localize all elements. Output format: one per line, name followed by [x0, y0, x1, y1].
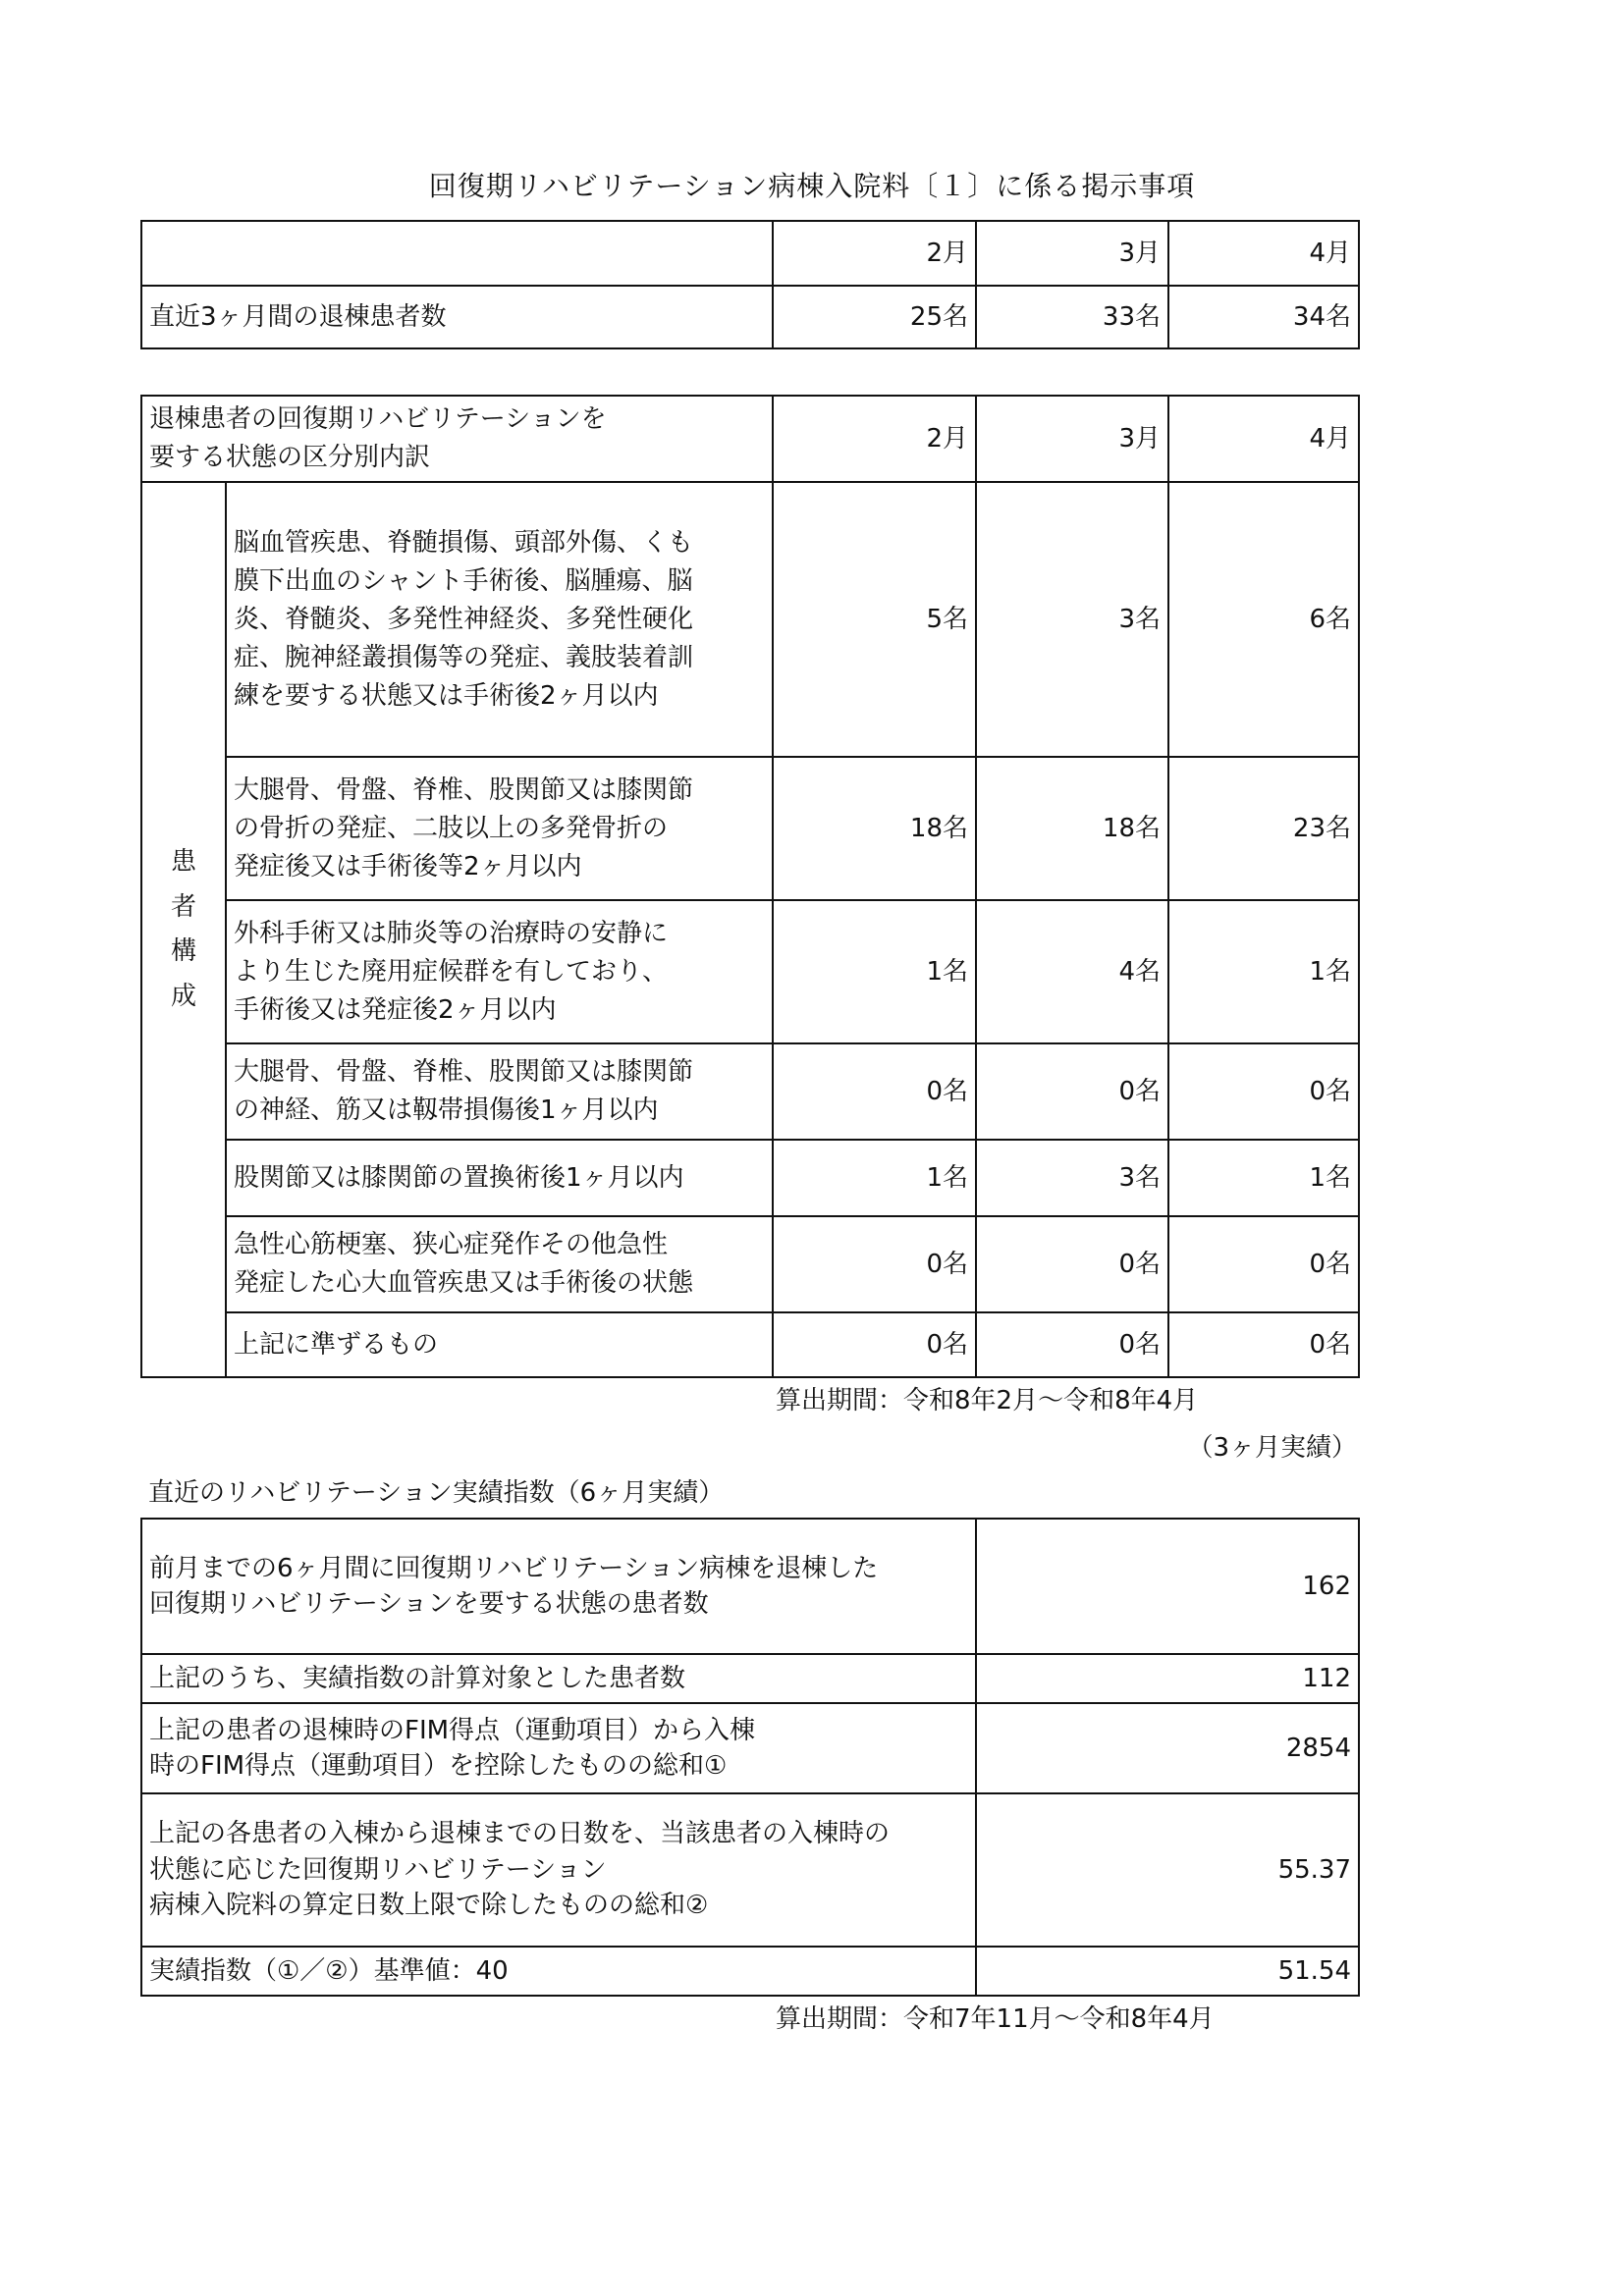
- index-period: 算出期間：令和7年11月～令和8年4月: [776, 2004, 1215, 2034]
- vertical-group-label: 患者構成: [170, 847, 196, 1011]
- index-value: 112: [976, 1654, 1359, 1703]
- month-header-row: [141, 221, 1359, 286]
- month-header: 2月: [773, 221, 976, 286]
- month-header: 4月: [1168, 396, 1359, 482]
- count-cell: 0名: [773, 1216, 976, 1312]
- count-cell: 3名: [976, 1140, 1168, 1216]
- condition-label: [226, 1216, 773, 1312]
- condition-row: [141, 900, 1359, 1043]
- index-line: 上記の患者の退棟時のFIM得点（運動項目）から入棟: [149, 1715, 756, 1745]
- condition-line: 練を要する状態又は手術後2ヶ月以内: [234, 680, 659, 711]
- count-cell: 0名: [773, 1312, 976, 1377]
- count-cell: 0名: [976, 1216, 1168, 1312]
- document-title: 回復期リハビリテーション病棟入院料〔１〕に係る掲示事項: [428, 170, 1196, 202]
- index-label: [141, 1654, 976, 1703]
- index-line: 病棟入院料の算定日数上限で除したものの総和②: [149, 1891, 709, 1921]
- condition-line: 外科手術又は肺炎等の治療時の安静に: [234, 918, 669, 948]
- index-line: 上記のうち、実績指数の計算対象とした患者数: [149, 1663, 686, 1693]
- count-cell: 18名: [773, 757, 976, 900]
- index-label: [141, 1793, 976, 1947]
- breakdown-period: 算出期間：令和8年2月～令和8年4月: [776, 1386, 1199, 1415]
- index-section-heading: 直近のリハビリテーション実績指数（6ヶ月実績）: [148, 1478, 725, 1508]
- count-cell: 0名: [976, 1312, 1168, 1377]
- condition-label: [226, 900, 773, 1043]
- index-row: [141, 1654, 1359, 1703]
- condition-row: [141, 1312, 1359, 1377]
- count-cell: 1名: [1168, 900, 1359, 1043]
- condition-line: 急性心筋梗塞、狭心症発作その他急性: [234, 1230, 669, 1259]
- index-value: 162: [976, 1519, 1359, 1654]
- index-line: 時のFIM得点（運動項目）を控除したものの総和①: [149, 1751, 728, 1781]
- condition-line: 発症後又は手術後等2ヶ月以内: [234, 851, 582, 881]
- condition-line: 発症した心大血管疾患又は手術後の状態: [234, 1268, 694, 1298]
- index-label: [141, 1947, 976, 1996]
- condition-row: [141, 1216, 1359, 1312]
- index-line: 前月までの6ヶ月間に回復期リハビリテーション病棟を退棟した: [149, 1553, 879, 1583]
- condition-label: [226, 1140, 773, 1216]
- index-row: [141, 1703, 1359, 1793]
- condition-line: 脳血管疾患、脊髄損傷、頭部外傷、くも: [234, 527, 694, 558]
- index-value: 55.37: [976, 1793, 1359, 1947]
- index-value: 51.54: [976, 1947, 1359, 1996]
- count-cell: 1名: [773, 1140, 976, 1216]
- index-line: 実績指数（①／②）基準値：40: [149, 1955, 509, 1986]
- breakdown-header-row: [141, 396, 1359, 482]
- count-cell: 0名: [1168, 1043, 1359, 1140]
- count-cell: 0名: [1168, 1312, 1359, 1377]
- condition-row: [141, 1140, 1359, 1216]
- discharge-count-row: [141, 286, 1359, 348]
- condition-line: 炎、脊髄炎、多発性神経炎、多発性硬化: [234, 604, 694, 634]
- condition-line: の骨折の発症、二肢以上の多発骨折の: [234, 813, 669, 843]
- condition-line: 手術後又は発症後2ヶ月以内: [234, 994, 557, 1025]
- count-cell: 23名: [1168, 757, 1359, 900]
- count-cell: 0名: [1168, 1216, 1359, 1312]
- performance-index-table: [140, 1518, 1360, 1997]
- index-label: [141, 1703, 976, 1793]
- month-header: 4月: [1168, 221, 1359, 286]
- index-label: [141, 1519, 976, 1654]
- index-value: 2854: [976, 1703, 1359, 1793]
- breakdown-header-label: [141, 396, 773, 482]
- index-row: [141, 1947, 1359, 1996]
- month-header: 3月: [976, 221, 1168, 286]
- condition-row: [141, 1043, 1359, 1140]
- count-cell: 6名: [1168, 482, 1359, 757]
- patient-composition-label: [141, 482, 226, 1377]
- count-cell: 1名: [1168, 1140, 1359, 1216]
- condition-label: [226, 482, 773, 757]
- condition-line: の神経、筋又は靱帯損傷後1ヶ月以内: [234, 1095, 659, 1125]
- count-cell: 4名: [976, 900, 1168, 1043]
- condition-line: より生じた廃用症候群を有しており、: [234, 956, 669, 987]
- empty-header-cell: [141, 221, 773, 286]
- month-header: 2月: [773, 396, 976, 482]
- count-cell: 5名: [773, 482, 976, 757]
- count-cell: 0名: [773, 1043, 976, 1140]
- index-row: [141, 1793, 1359, 1947]
- condition-label: [226, 757, 773, 900]
- condition-row: [141, 757, 1359, 900]
- count-cell: 1名: [773, 900, 976, 1043]
- count-cell: 25名: [773, 286, 976, 348]
- condition-line: 大腿骨、骨盤、脊椎、股関節又は膝関節: [234, 1057, 694, 1087]
- condition-line: 大腿骨、骨盤、脊椎、股関節又は膝関節: [234, 774, 694, 805]
- condition-label: [226, 1043, 773, 1140]
- count-cell: 18名: [976, 757, 1168, 900]
- row-label: 直近3ヶ月間の退棟患者数: [141, 286, 773, 348]
- condition-line: 膜下出血のシャント手術後、脳腫瘍、脳: [234, 565, 693, 596]
- discharge-count-table: [140, 220, 1360, 349]
- count-cell: 34名: [1168, 286, 1359, 348]
- condition-breakdown-table: [140, 395, 1360, 1378]
- header-line: 退棟患者の回復期リハビリテーションを: [149, 404, 607, 434]
- condition-line: 股関節又は膝関節の置換術後1ヶ月以内: [234, 1162, 684, 1193]
- condition-row: [141, 482, 1359, 757]
- index-line: 回復期リハビリテーションを要する状態の患者数: [149, 1589, 709, 1619]
- count-cell: 0名: [976, 1043, 1168, 1140]
- condition-line: 症、腕神経叢損傷等の発症、義肢装着訓: [234, 642, 694, 672]
- header-line: 要する状態の区分別内訳: [149, 443, 431, 472]
- month-header: 3月: [976, 396, 1168, 482]
- index-line: 状態に応じた回復期リハビリテーション: [149, 1854, 607, 1885]
- condition-label: [226, 1312, 773, 1377]
- count-cell: 33名: [976, 286, 1168, 348]
- count-cell: 3名: [976, 482, 1168, 757]
- index-line: 上記の各患者の入棟から退棟までの日数を、当該患者の入棟時の: [149, 1819, 891, 1849]
- condition-line: 上記に準ずるもの: [234, 1329, 439, 1360]
- breakdown-period-note: （3ヶ月実績）: [1187, 1433, 1357, 1463]
- index-row: [141, 1519, 1359, 1654]
